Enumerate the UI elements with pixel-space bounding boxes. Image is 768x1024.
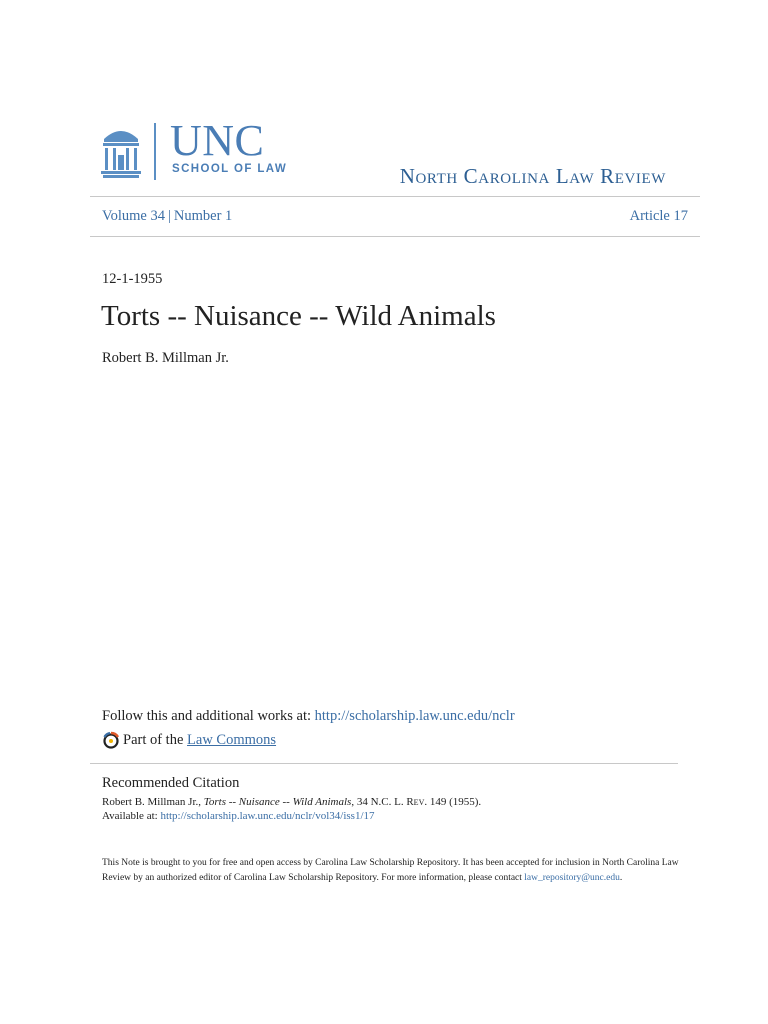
citation-pages: 149 (1955). xyxy=(427,796,482,808)
citation-title: Torts -- Nuisance -- Wild Animals xyxy=(203,796,352,808)
open-access-notice xyxy=(102,856,692,886)
article-title: Torts -- Nuisance -- Wild Animals xyxy=(101,300,496,332)
citation-volume: , 34 N.C. L. xyxy=(351,796,407,808)
repository-link[interactable]: http://scholarship.law.unc.edu/nclr xyxy=(314,708,515,724)
journal-title: North Carolina Law Review xyxy=(399,164,666,188)
article-url-link[interactable]: http://scholarship.law.unc.edu/nclr/vol34/iss1/17 xyxy=(160,810,375,822)
citation-author: Robert B. Millman Jr., xyxy=(102,796,204,808)
publication-date: 12-1-1955 xyxy=(102,271,163,287)
bepress-commons-icon xyxy=(102,731,120,749)
citation-rule xyxy=(90,763,678,764)
logo-text: UNC xyxy=(170,116,265,165)
part-of-line xyxy=(102,729,276,751)
follow-line xyxy=(102,706,515,726)
logo-divider xyxy=(154,123,156,180)
notice-suffix: . xyxy=(619,873,623,883)
repository-email-link[interactable]: law_repository@unc.edu xyxy=(524,873,620,883)
issue-rule xyxy=(90,236,700,237)
available-at-line xyxy=(102,809,375,823)
header-rule xyxy=(90,196,700,197)
follow-prefix: Follow this and additional works at: xyxy=(102,708,315,724)
part-prefix: Part of the xyxy=(123,732,184,748)
citation-text xyxy=(102,795,481,809)
citation-rev: Rev. xyxy=(406,796,428,808)
unc-old-well-logo-icon xyxy=(101,125,141,179)
issue-breadcrumb xyxy=(102,206,232,226)
article-author: Robert B. Millman Jr. xyxy=(102,350,229,366)
recommended-citation-heading: Recommended Citation xyxy=(102,775,240,791)
breadcrumb-separator: | xyxy=(167,208,171,224)
number-link[interactable]: Number 1 xyxy=(173,208,233,224)
law-commons-link[interactable]: Law Commons xyxy=(187,732,277,748)
article-link[interactable]: Article 17 xyxy=(629,208,688,224)
notice-text: This Note is brought to you for free and open access by Carolina Law Scholarship Repository. It has been accepted for inclusion in North Carolina Law Review by an authorized editor of Carolina Law Scholarship Repository. For more information, please contact xyxy=(102,858,679,883)
available-prefix: Available at: xyxy=(102,810,161,822)
logo-subtext: SCHOOL OF LAW xyxy=(172,163,288,175)
volume-link[interactable]: Volume 34 xyxy=(102,208,165,224)
